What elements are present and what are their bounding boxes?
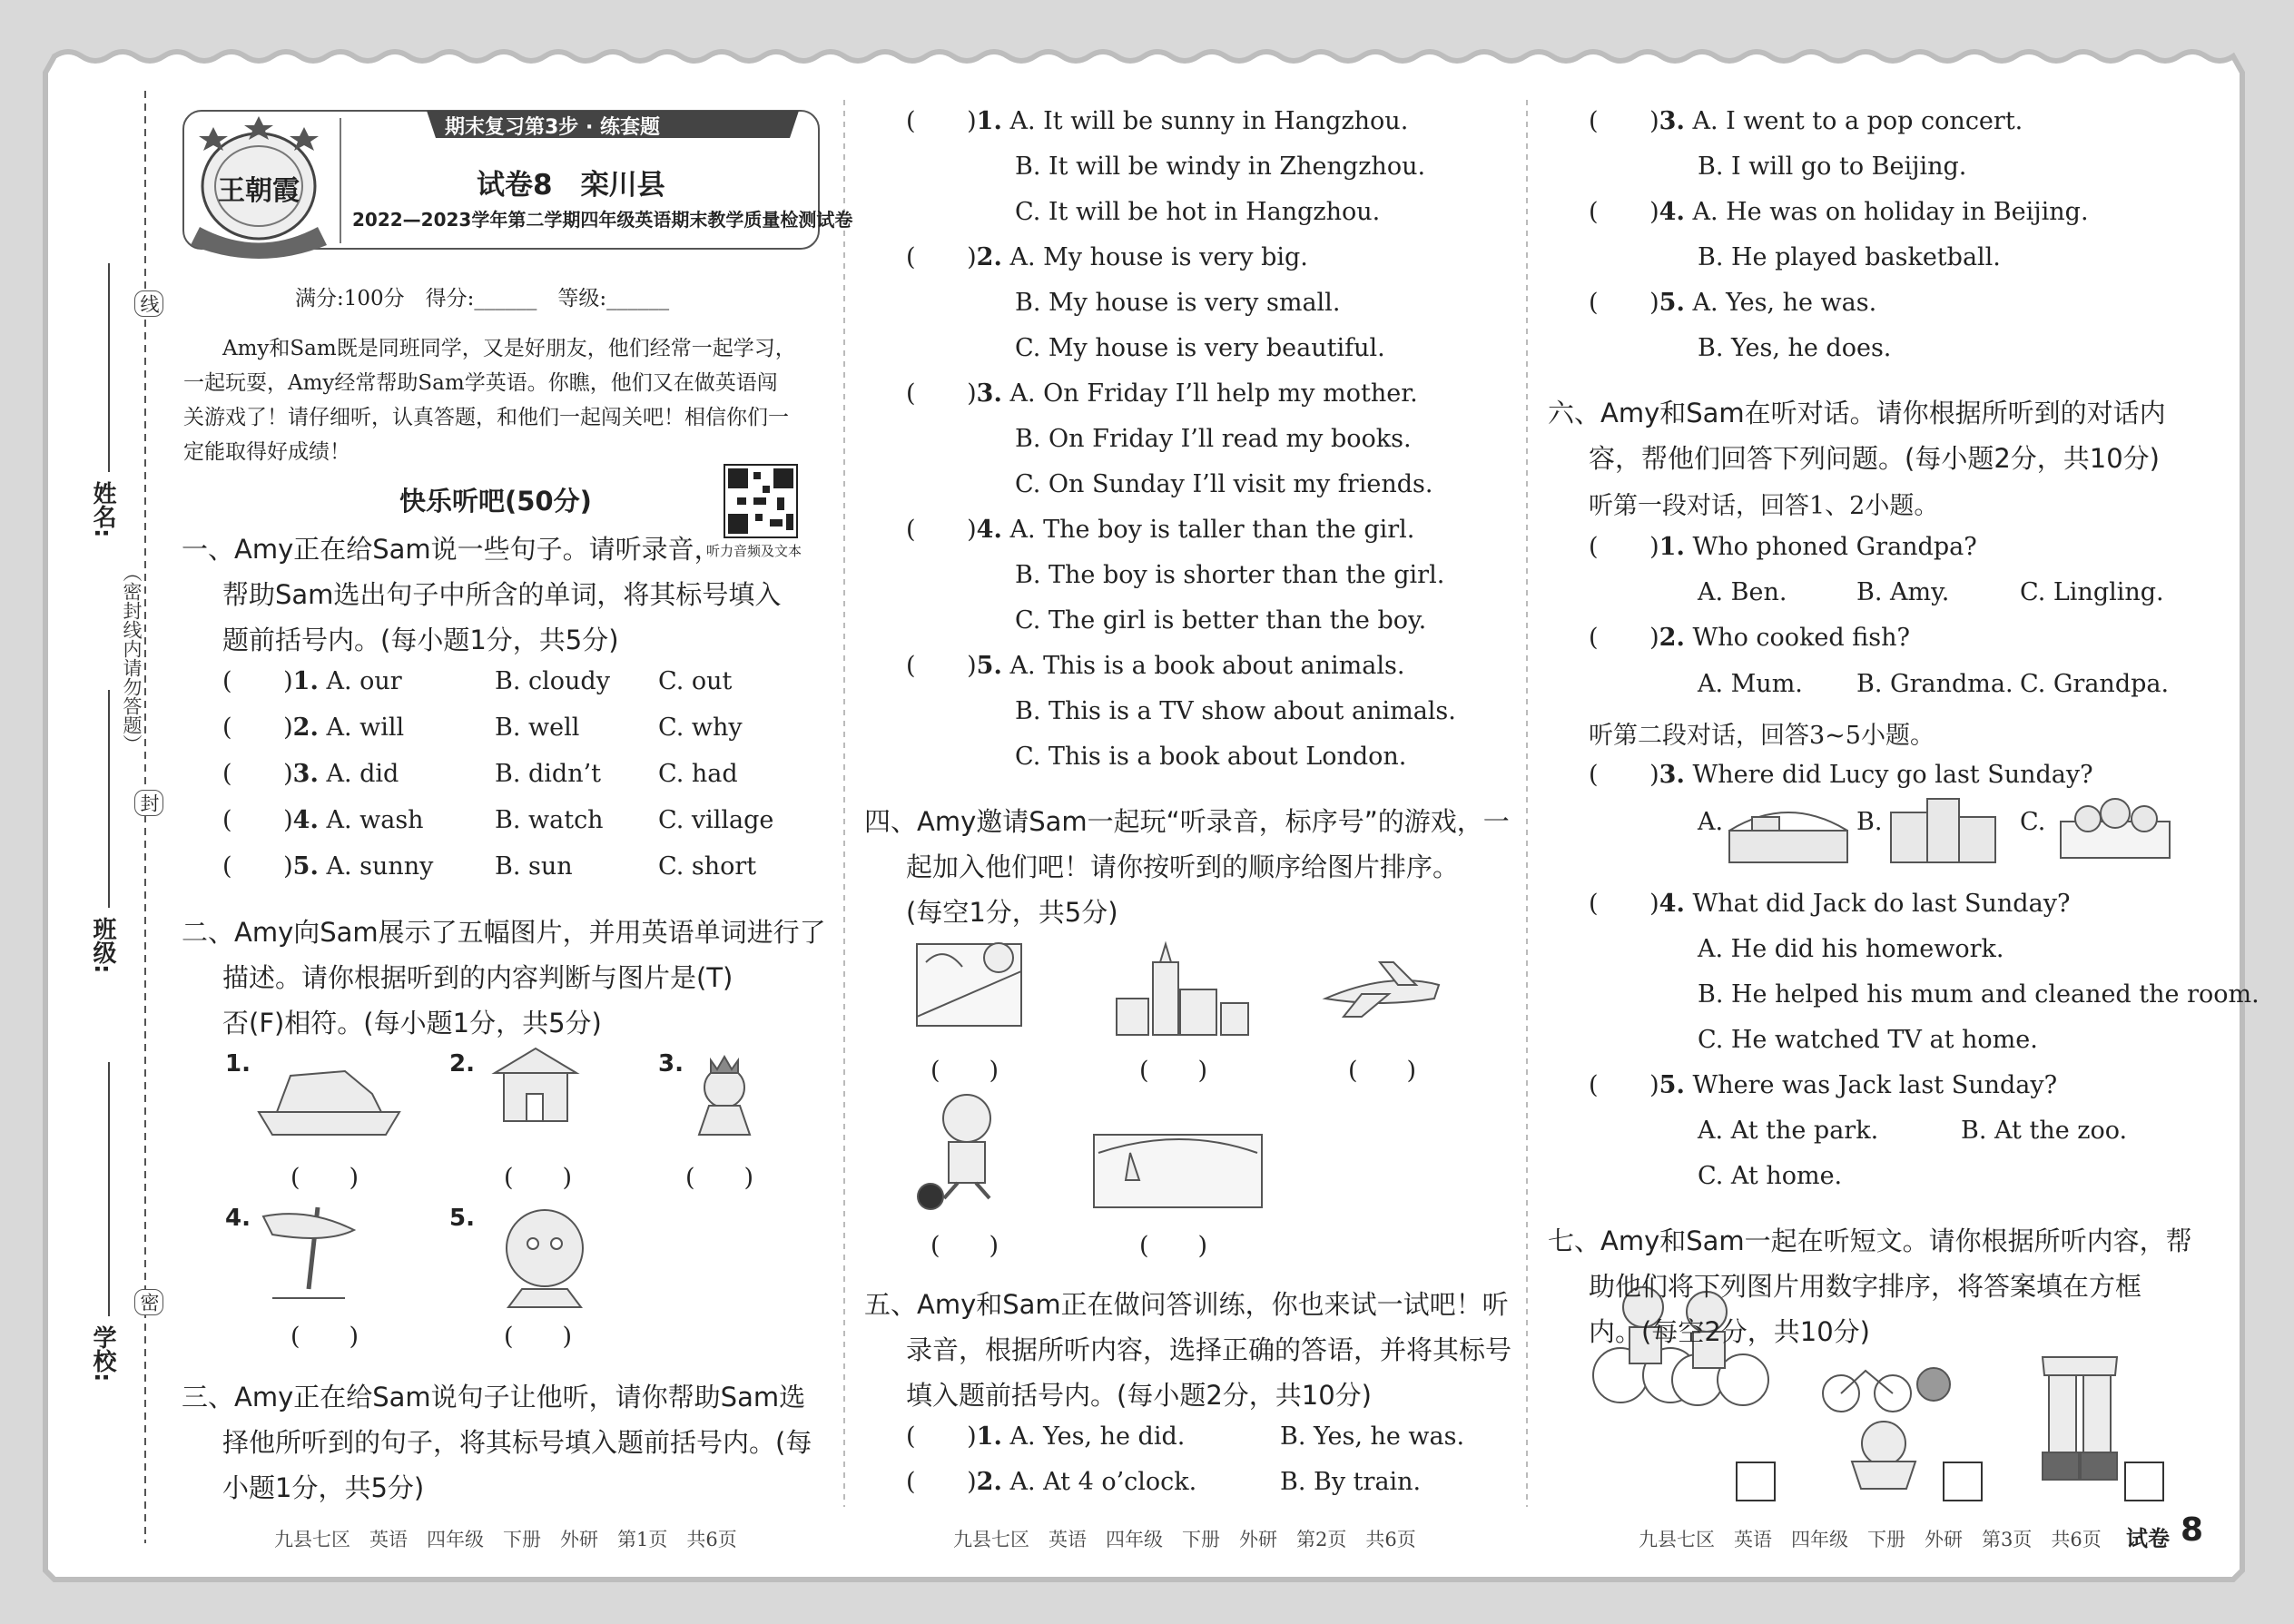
s2-num-3: 3. [658, 1050, 684, 1078]
listening-title: 快乐听吧(50分) [399, 486, 592, 517]
s6-num: 4. [1659, 890, 1685, 918]
s6-part1: 听第一段对话，回答1、2小题。 [1589, 492, 1939, 520]
s5-opt-b: B. Yes, he was. [1280, 1422, 1465, 1451]
s1-title-3: 题前括号内。(每小题1分，共5分) [222, 625, 619, 655]
intro-line-4: 定能取得好成绩！ [183, 440, 350, 464]
s6-opt-c: C. Lingling. [2020, 578, 2164, 606]
s1-num: 1. [292, 667, 319, 695]
s2-answer-5[interactable]: ( ) [504, 1323, 573, 1351]
s3-line: A. The boy is taller than the girl. [1009, 516, 1415, 544]
footer-paper-number: 8 [2181, 1511, 2204, 1549]
s4-title-3: (每空1分，共5分) [906, 897, 1118, 928]
s5-opt-a: A. I went to a pop concert. [1692, 107, 2023, 135]
step-label: 期末复习第3步 · 练套题 [445, 116, 660, 139]
intro-line-1: Amy和Sam既是同班同学，又是好朋友，他们经常一起学习， [222, 337, 796, 360]
paper-subtitle: 2022—2023学年第二学期四年级英语期末教学质量检测试卷 [352, 209, 853, 231]
s6-opt-c: C. He watched TV at home. [1698, 1026, 2038, 1054]
s2-title-1: 二、Amy向Sam展示了五幅图片，并用英语单词进行了 [182, 917, 826, 948]
s6-num: 3. [1659, 761, 1685, 789]
s1-opt-a: A. did [326, 760, 399, 788]
s3-title-3: 小题1分，共5分) [222, 1472, 425, 1503]
s6-title-1: 六、Amy和Sam在听对话。请你根据所听到的对话内 [1548, 398, 2166, 428]
s3-line: A. On Friday I’ll help my mother. [1009, 379, 1418, 408]
s5-opt-a: A. He was on holiday in Beijing. [1692, 198, 2089, 226]
s1-row-4: ( )4. A. wash [222, 806, 424, 834]
s2-title-3: 否(F)相符。(每小题1分，共5分) [222, 1008, 602, 1038]
s1-opt-b: B. didn’t [495, 760, 602, 788]
s5-opt-a: A. Yes, he was. [1692, 289, 1877, 317]
name-label: 姓名: [89, 481, 116, 538]
s3-line: C. It will be hot in Hangzhou. [1015, 198, 1381, 226]
s4-answer-4[interactable]: ( ) [930, 1232, 999, 1260]
s2-answer-2[interactable]: ( ) [504, 1164, 573, 1192]
s6-opt-b: B. Amy. [1856, 578, 1950, 606]
s3-line: C. On Sunday I’ll visit my friends. [1015, 470, 1433, 498]
s4-answer-1[interactable]: ( ) [930, 1057, 999, 1085]
score-line: 满分:100分 得分:______ 等级:______ [295, 287, 670, 310]
s6-opt-b: B. At the zoo. [1961, 1117, 2128, 1145]
s3-q1: ( )1. A. It will be sunny in Hangzhou. [906, 107, 1409, 135]
s6-num: 2. [1659, 624, 1685, 652]
s2-num-1: 1. [225, 1050, 251, 1078]
s1-opt-a: A. wash [326, 806, 424, 834]
class-label: 班级: [89, 917, 116, 974]
s7-title-2: 助他们将下列图片用数字排序，将答案填在方框 [1589, 1271, 2142, 1302]
s3-line: A. This is a book about animals. [1009, 652, 1405, 680]
s6-question: Who cooked fish? [1692, 624, 1910, 652]
s3-line: B. This is a TV show about animals. [1015, 697, 1456, 725]
s3-title-1: 三、Amy正在给Sam说句子让他听，请你帮助Sam选 [182, 1382, 806, 1412]
s6-title-2: 容，帮他们回答下列问题。(每小题2分，共10分) [1589, 443, 2160, 474]
s6-q5: ( )5. Where was Jack last Sunday? [1589, 1071, 2058, 1099]
s3-num: 1. [976, 107, 1002, 135]
s4-answer-3[interactable]: ( ) [1348, 1057, 1417, 1085]
s6-question: What did Jack do last Sunday? [1692, 890, 2071, 918]
s3-line: C. My house is very beautiful. [1015, 334, 1385, 362]
s1-num: 3. [292, 760, 319, 788]
s5-opt-b: B. By train. [1280, 1468, 1422, 1496]
s3-line: A. It will be sunny in Hangzhou. [1009, 107, 1409, 135]
answer-box-1[interactable] [1736, 1462, 1776, 1501]
s6-q3: ( )3. Where did Lucy go last Sunday? [1589, 761, 2093, 789]
s1-opt-b: B. well [495, 714, 580, 742]
s3-line: B. The boy is shorter than the girl. [1015, 561, 1445, 589]
s3-q4: ( )4. A. The boy is taller than the girl. [906, 516, 1415, 544]
s6-opt-a: A. Mum. [1698, 670, 1803, 698]
s1-opt-c: C. village [658, 806, 774, 834]
s3-line: C. The girl is better than the boy. [1015, 606, 1427, 635]
s6-num: 1. [1659, 533, 1685, 561]
s7-title-3: 内。(每空2分，共10分) [1589, 1316, 1870, 1347]
footer-page-3: 九县七区 英语 四年级 下册 外研 第3页 共6页 [1639, 1529, 2102, 1550]
s5-q3: ( )3. A. I went to a pop concert. [1589, 107, 2023, 135]
s1-row-2: ( )2. A. will [222, 714, 405, 742]
s2-num-5: 5. [449, 1205, 475, 1232]
answer-box-2[interactable] [1943, 1462, 1983, 1501]
intro-line-3: 关游戏了！请仔细听，认真答题，和他们一起闯关吧！相信你们一 [183, 406, 789, 429]
s6-question: Where did Lucy go last Sunday? [1692, 761, 2093, 789]
s6-opt-a: A. He did his homework. [1698, 935, 2004, 963]
s4-answer-2[interactable]: ( ) [1139, 1057, 1208, 1085]
footer-page-1: 九县七区 英语 四年级 下册 外研 第1页 共6页 [274, 1529, 737, 1550]
s3-line: C. This is a book about London. [1015, 743, 1407, 771]
qr-caption: 听力音频及文本 [706, 543, 802, 559]
school-label: 学校: [89, 1325, 116, 1383]
s2-answer-4[interactable]: ( ) [290, 1323, 359, 1351]
s3-q5: ( )5. A. This is a book about animals. [906, 652, 1405, 680]
s5-opt-a: A. At 4 o’clock. [1009, 1468, 1197, 1496]
s1-title-2: 帮助Sam选出句子中所含的单词，将其标号填入 [222, 579, 782, 610]
answer-box-3[interactable] [2124, 1462, 2164, 1501]
s2-title-2: 描述。请你根据听到的内容判断与图片是(T) [222, 962, 733, 993]
s5-num: 5. [1659, 289, 1685, 317]
logo-text: 王朝霞 [218, 175, 300, 207]
s5-opt-b: B. I will go to Beijing. [1698, 153, 1967, 181]
s6-opt-b: B. He helped his mum and cleaned the room. [1698, 980, 2260, 1009]
s7-title-1: 七、Amy和Sam一起在听短文。请你根据所听内容，帮 [1548, 1225, 2192, 1256]
s5-q4: ( )4. A. He was on holiday in Beijing. [1589, 198, 2089, 226]
s3-line: B. On Friday I’ll read my books. [1015, 425, 1412, 453]
s2-num-4: 4. [225, 1205, 251, 1232]
s2-answer-3[interactable]: ( ) [685, 1164, 754, 1192]
footer-page-2: 九县七区 英语 四年级 下册 外研 第2页 共6页 [953, 1529, 1416, 1550]
s5-opt-b: B. He played basketball. [1698, 243, 2001, 271]
seal-mark-line: 线 [134, 290, 163, 317]
s1-title-1: 一、Amy正在给Sam说一些句子。请听录音， [182, 534, 721, 565]
s3-num: 3. [976, 379, 1002, 408]
s5-q5: ( )5. A. Yes, he was. [1589, 289, 1877, 317]
s1-opt-b: B. cloudy [495, 667, 610, 695]
s6-opt-a: A. At the park. [1698, 1117, 1879, 1145]
s1-num: 4. [292, 806, 319, 834]
s3-num: 5. [976, 652, 1002, 680]
s6-opt-a: A. [1698, 808, 1724, 836]
s6-q2: ( )2. Who cooked fish? [1589, 624, 1910, 652]
s3-num: 2. [976, 243, 1002, 271]
s3-title-2: 择他所听到的句子，将其标号填入题前括号内。(每 [222, 1427, 812, 1458]
footer-paper-label: 试卷 [2126, 1526, 2170, 1551]
s2-answer-1[interactable]: ( ) [290, 1164, 359, 1192]
s6-opt-c: C. At home. [1698, 1162, 1843, 1190]
s1-opt-a: A. will [326, 714, 405, 742]
s6-num: 5. [1659, 1071, 1685, 1099]
s1-row-5: ( )5. A. sunny [222, 852, 434, 881]
s1-opt-c: C. why [658, 714, 743, 742]
s5-num: 3. [1659, 107, 1685, 135]
s5-title-3: 填入题前括号内。(每小题2分，共10分) [906, 1380, 1372, 1411]
s3-q2: ( )2. A. My house is very big. [906, 243, 1308, 271]
paper-title: 试卷8 栾川县 [477, 169, 665, 202]
s3-num: 4. [976, 516, 1002, 544]
s2-num-2: 2. [449, 1050, 475, 1078]
s1-opt-b: B. sun [495, 852, 573, 881]
s5-title-2: 录音，根据所听内容，选择正确的答语，并将其标号 [906, 1334, 1512, 1365]
s6-q1: ( )1. Who phoned Grandpa? [1589, 533, 1977, 561]
s6-opt-c: C. [2020, 808, 2046, 836]
s1-opt-b: B. watch [495, 806, 604, 834]
s1-opt-c: C. out [658, 667, 733, 695]
s5-title-1: 五、Amy和Sam正在做问答训练，你也来试一试吧！听 [864, 1289, 1509, 1320]
s6-q4: ( )4. What did Jack do last Sunday? [1589, 890, 2071, 918]
s6-opt-b: B. [1856, 808, 1883, 836]
s5-opt-b: B. Yes, he does. [1698, 334, 1892, 362]
s6-opt-a: A. Ben. [1698, 578, 1787, 606]
s1-num: 2. [292, 714, 319, 742]
s5-q1: ( )1. A. Yes, he did. [906, 1422, 1186, 1451]
s3-line: B. My house is very small. [1015, 289, 1341, 317]
s6-question: Where was Jack last Sunday? [1692, 1071, 2058, 1099]
s5-num: 4. [1659, 198, 1685, 226]
s5-opt-a: A. Yes, he did. [1009, 1422, 1186, 1451]
s1-num: 5. [292, 852, 319, 881]
s1-row-1: ( )1. A. our [222, 667, 402, 695]
seal-mark-seal: 封 [134, 790, 163, 816]
s1-opt-a: A. sunny [326, 852, 434, 881]
s5-num: 1. [976, 1422, 1002, 1451]
s3-q3: ( )3. A. On Friday I’ll help my mother. [906, 379, 1418, 408]
s5-q2: ( )2. A. At 4 o’clock. [906, 1468, 1197, 1496]
s3-line: B. It will be windy in Zhengzhou. [1015, 153, 1426, 181]
s6-opt-c: C. Grandpa. [2020, 670, 2170, 698]
s4-title-2: 起加入他们吧！请你按听到的顺序给图片排序。 [906, 851, 1460, 882]
s1-opt-a: A. our [326, 667, 402, 695]
intro-line-2: 一起玩耍，Amy经常帮助Sam学英语。你瞧，他们又在做英语闯 [183, 371, 778, 395]
seal-mark-secret: 密 [134, 1289, 163, 1315]
s6-question: Who phoned Grandpa? [1692, 533, 1977, 561]
s5-num: 2. [976, 1468, 1002, 1496]
s4-title-1: 四、Amy邀请Sam一起玩“听录音，标序号”的游戏，一 [864, 806, 1510, 837]
s6-opt-b: B. Grandma. [1856, 670, 2013, 698]
s1-row-3: ( )3. A. did [222, 760, 399, 788]
s3-line: A. My house is very big. [1009, 243, 1308, 271]
s6-part2: 听第二段对话，回答3~5小题。 [1589, 722, 1935, 750]
s1-opt-c: C. short [658, 852, 757, 881]
seal-note: （密封线内请勿答题） [121, 563, 143, 753]
s4-answer-5[interactable]: ( ) [1139, 1232, 1208, 1260]
s1-opt-c: C. had [658, 760, 738, 788]
